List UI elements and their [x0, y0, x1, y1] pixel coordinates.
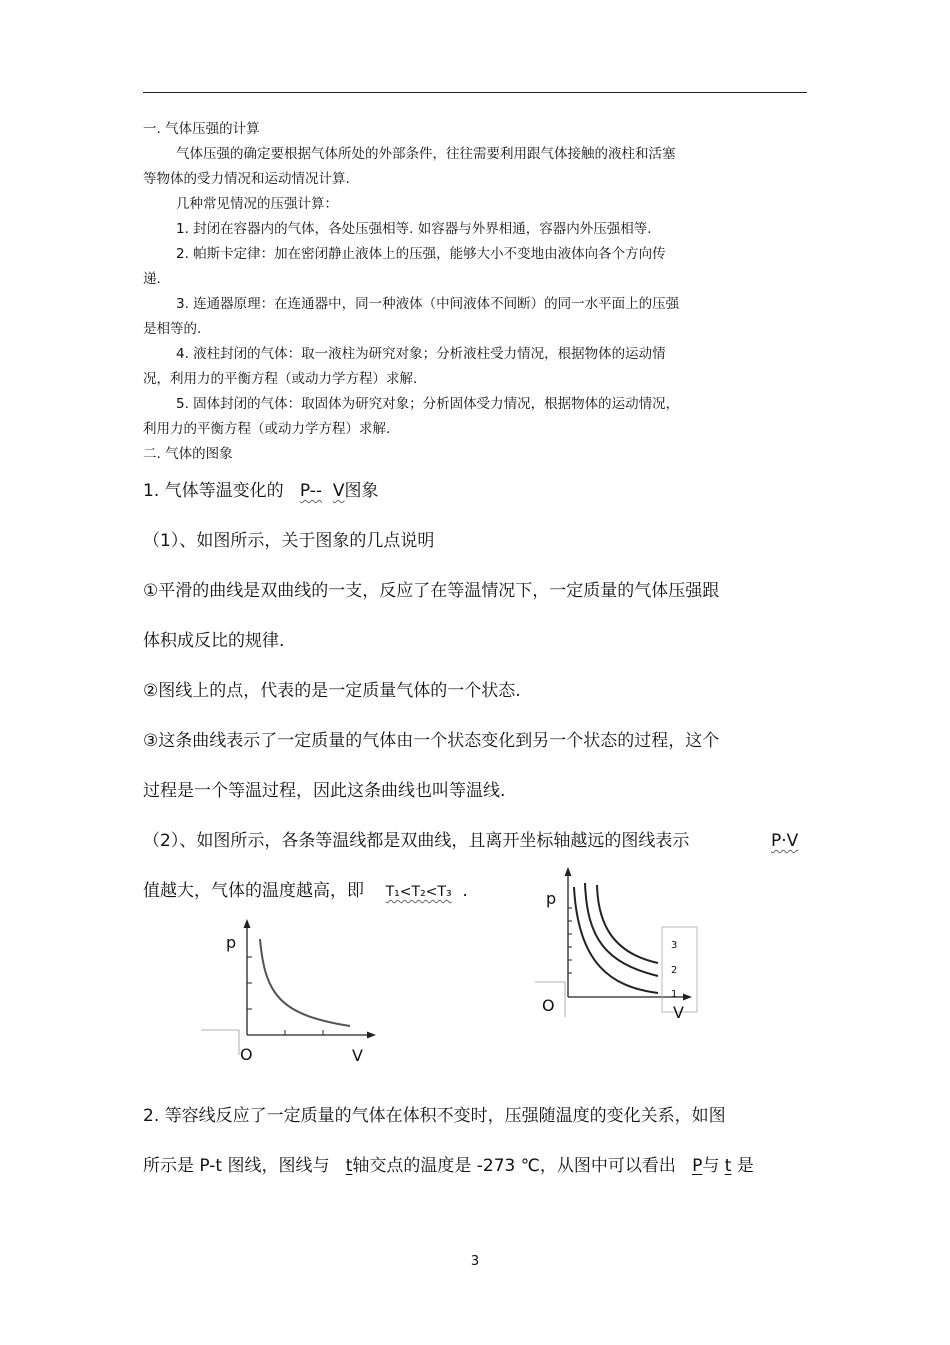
subheading-text: 1. 气体等温变化的: [143, 481, 284, 501]
list-item: 5. 固体封闭的气体：取固体为研究对象；分析固体受力情况，根据物体的运动情况，: [176, 396, 680, 412]
page-number: 3: [470, 1254, 480, 1269]
text-run: 所示是 P-t 图线，图线与: [143, 1156, 330, 1176]
note-line: ③这条曲线表示了一定质量的气体由一个状态变化到另一个状态的过程，这个: [143, 731, 720, 751]
t-symbol: t: [345, 1156, 353, 1176]
v-symbol: V: [332, 481, 345, 501]
curve-label-2: 2: [671, 965, 678, 976]
period: .: [462, 881, 468, 901]
section-heading-graphs: 二. 气体的图象: [143, 446, 233, 462]
note-line: ②图线上的点，代表的是一定质量气体的一个状态.: [143, 681, 521, 701]
paragraph-line: 几种常见情况的压强计算：: [176, 196, 338, 212]
x-axis-label: V: [352, 1046, 363, 1065]
isotherm-curve-3: [597, 885, 658, 963]
note-heading: （1）、如图所示，关于图象的几点说明: [143, 531, 435, 551]
isotherm-diagram-multiple: [530, 863, 705, 1023]
pv-symbol: P·V: [771, 831, 799, 851]
section-heading-pressure: 一. 气体压强的计算: [143, 121, 260, 137]
list-item-continuation: 况，利用力的平衡方程（或动力学方程）求解.: [143, 371, 418, 387]
list-item: 2. 帕斯卡定律：加在密闭静止液体上的压强，能够大小不变地由液体向各个方向传: [176, 246, 666, 262]
list-item-continuation: 递.: [143, 271, 161, 287]
list-item: 3. 连通器原理：在连通器中，同一种液体（中间液体不间断）的同一水平面上的压强: [176, 296, 680, 312]
t-symbol: t: [724, 1156, 732, 1176]
header-rule: [143, 92, 807, 93]
p-symbol: P: [692, 1156, 703, 1176]
y-axis-label: p: [546, 889, 557, 908]
text-run: 轴交点的温度是 -273 ℃，从图中可以看出: [352, 1156, 676, 1176]
note-line: ①平滑的曲线是双曲线的一支，反应了在等温情况下，一定质量的气体压强跟: [143, 581, 720, 601]
x-axis-arrow: [683, 994, 692, 1001]
temperature-inequality: T₁<T₂<T₃: [385, 884, 452, 900]
note-line: 过程是一个等温过程，因此这条曲线也叫等温线.: [143, 781, 506, 801]
p-symbol: P--: [299, 481, 322, 501]
text-run: 与: [702, 1156, 720, 1176]
note-text: 值越大，气体的温度越高，即: [143, 881, 364, 901]
origin-label: O: [542, 996, 555, 1015]
isochoric-line: [143, 1155, 754, 1177]
curve-label-3: 3: [671, 940, 678, 951]
list-item-continuation: 是相等的.: [143, 321, 202, 337]
paragraph-line: 等物体的受力情况和运动情况计算.: [143, 171, 350, 187]
note-heading: （2）、如图所示，各条等温线都是双曲线，且离开坐标轴越远的图线表示: [143, 831, 690, 851]
label-box: [662, 927, 697, 1012]
list-item-continuation: 利用力的平衡方程（或动力学方程）求解.: [143, 421, 391, 437]
isotherm-curve: [260, 939, 350, 1026]
isochoric-line: 2. 等容线反应了一定质量的气体在体积不变时，压强随温度的变化关系，如图: [143, 1106, 726, 1126]
subheading-text: 图象: [344, 481, 379, 501]
x-axis-label: V: [673, 1003, 684, 1022]
note-line: [143, 880, 468, 903]
y-axis-arrow: [565, 867, 572, 876]
x-axis-arrow: [367, 1032, 376, 1039]
y-axis-label: p: [226, 933, 237, 952]
list-item: 4. 液柱封闭的气体：取一液柱为研究对象；分析液柱受力情况，根据物体的运动情: [176, 346, 666, 362]
note-line: 体积成反比的规律.: [143, 631, 285, 651]
origin-label: O: [240, 1045, 253, 1064]
paragraph-line: 气体压强的确定要根据气体所处的外部条件，往往需要利用跟气体接触的液柱和活塞: [176, 146, 676, 162]
subheading-pv-graph: [143, 480, 378, 502]
curve-label-1: 1: [671, 989, 678, 1000]
list-item: 1. 封闭在容器内的气体，各处压强相等. 如容器与外界相通，容器内外压强相等.: [176, 221, 652, 237]
text-run: 是: [736, 1156, 754, 1176]
isotherm-diagram-single: [195, 915, 385, 1065]
y-axis-arrow: [244, 919, 251, 928]
